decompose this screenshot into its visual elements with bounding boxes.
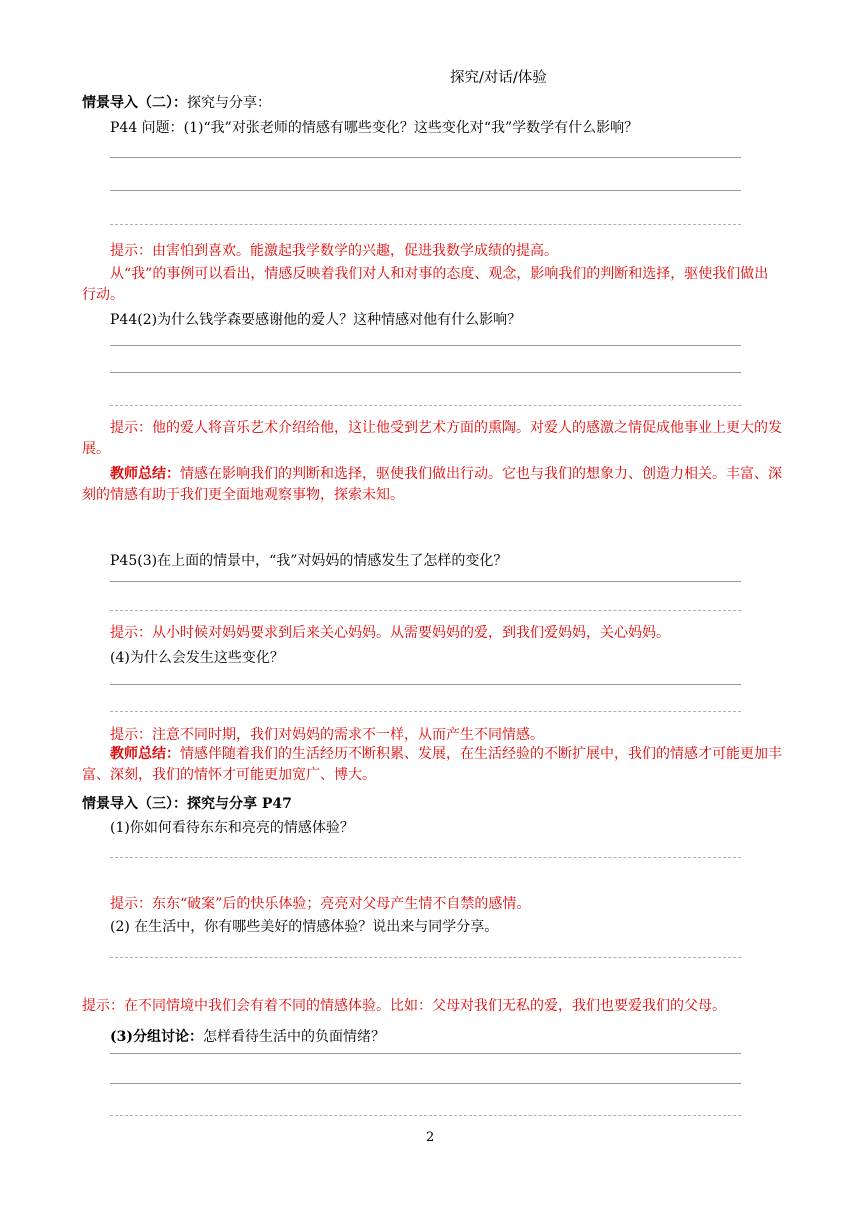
section2-heading: 情景导入（二）： (82, 95, 187, 111)
hint-s3-2: 提示：在不同情境中我们会有着不同的情感体验。比如：父母对我们无私的爱，我们也要爱我们的父母。 (82, 998, 726, 1014)
hint-s3-1: 提示：东东“破案”后的快乐体验；亮亮对父母产生情不自禁的感情。 (110, 896, 531, 912)
answer-line (110, 957, 741, 958)
hint-3: 提示：从小时候对妈妈要求到后来关心妈妈。从需要妈妈的爱，到我们爱妈妈，关心妈妈。 (110, 625, 670, 641)
answer-line (110, 711, 741, 712)
question-s3-1: (1)你如何看待东东和亮亮的情感体验？ (110, 820, 354, 836)
answer-line (110, 1115, 741, 1116)
discussion-text: 怎样看待生活中的负面情绪？ (203, 1029, 385, 1045)
answer-line (110, 857, 741, 858)
answer-line (110, 1083, 741, 1084)
answer-line (110, 610, 741, 611)
hint-2: 提示：他的爱人将音乐艺术介绍给他，这让他受到艺术方面的熏陶。对爱人的感激之情促成他事业上更大的发展。 (82, 420, 782, 457)
question-s3-2: (2) 在生活中，你有哪些美好的情感体验？说出来与同学分享。 (110, 919, 499, 935)
question-s3-3 (110, 1026, 385, 1046)
page-number: 2 (426, 1130, 435, 1145)
answer-line (110, 157, 741, 158)
section2-heading-suffix: 探究与分享： (187, 95, 271, 111)
explanation-1: 从“我”的事例可以看出，情感反映着我们对人和对事的态度、观念，影响我们的判断和选择，驱使我们做出行动。 (82, 266, 769, 303)
hint-4: 提示：注意不同时期，我们对妈妈的需求不一样，从而产生不同情感。 (110, 727, 544, 743)
answer-line (110, 581, 741, 582)
question-1: P44 问题：(1)“我”对张老师的情感有哪些变化？这些变化对“我”学数学有什么影响？ (110, 120, 639, 136)
teacher-summary-2 (82, 744, 782, 786)
answer-line (110, 345, 741, 346)
answer-line (110, 684, 741, 685)
answer-line (110, 190, 741, 191)
hint-1: 提示：由害怕到喜欢。能激起我学数学的兴趣，促进我数学成绩的提高。 (110, 243, 558, 259)
summary-text: 情感在影响我们的判断和选择，驱使我们做出行动。它也与我们的想象力、创造力相关。丰富、深刻的情感有助于我们更全面地观察事物，探索未知。 (82, 466, 782, 503)
answer-line (110, 372, 741, 373)
question-2: P44(2)为什么钱学森要感谢他的爱人？这种情感对他有什么影响？ (110, 312, 522, 328)
summary-label: 教师总结： (110, 466, 180, 482)
teacher-summary-1 (82, 464, 782, 506)
question-4: (4)为什么会发生这些变化？ (110, 650, 284, 666)
answer-line (110, 1053, 741, 1054)
summary-text: 情感伴随着我们的生活经历不断积累、发展，在生活经验的不断扩展中，我们的情感才可能更加丰富、深刻，我们的情怀才可能更加宽广、博大。 (82, 746, 782, 783)
question-3: P45(3)在上面的情景中，“我”对妈妈的情感发生了怎样的变化？ (110, 553, 508, 569)
section2-heading-row (82, 92, 271, 112)
page-header: 探究/对话/体验 (450, 70, 547, 86)
discussion-label: (3)分组讨论： (110, 1029, 203, 1045)
answer-line (110, 405, 741, 406)
answer-line (110, 224, 741, 225)
summary-label: 教师总结： (110, 746, 180, 762)
section3-heading: 情景导入（三）：探究与分享 P47 (82, 796, 292, 812)
